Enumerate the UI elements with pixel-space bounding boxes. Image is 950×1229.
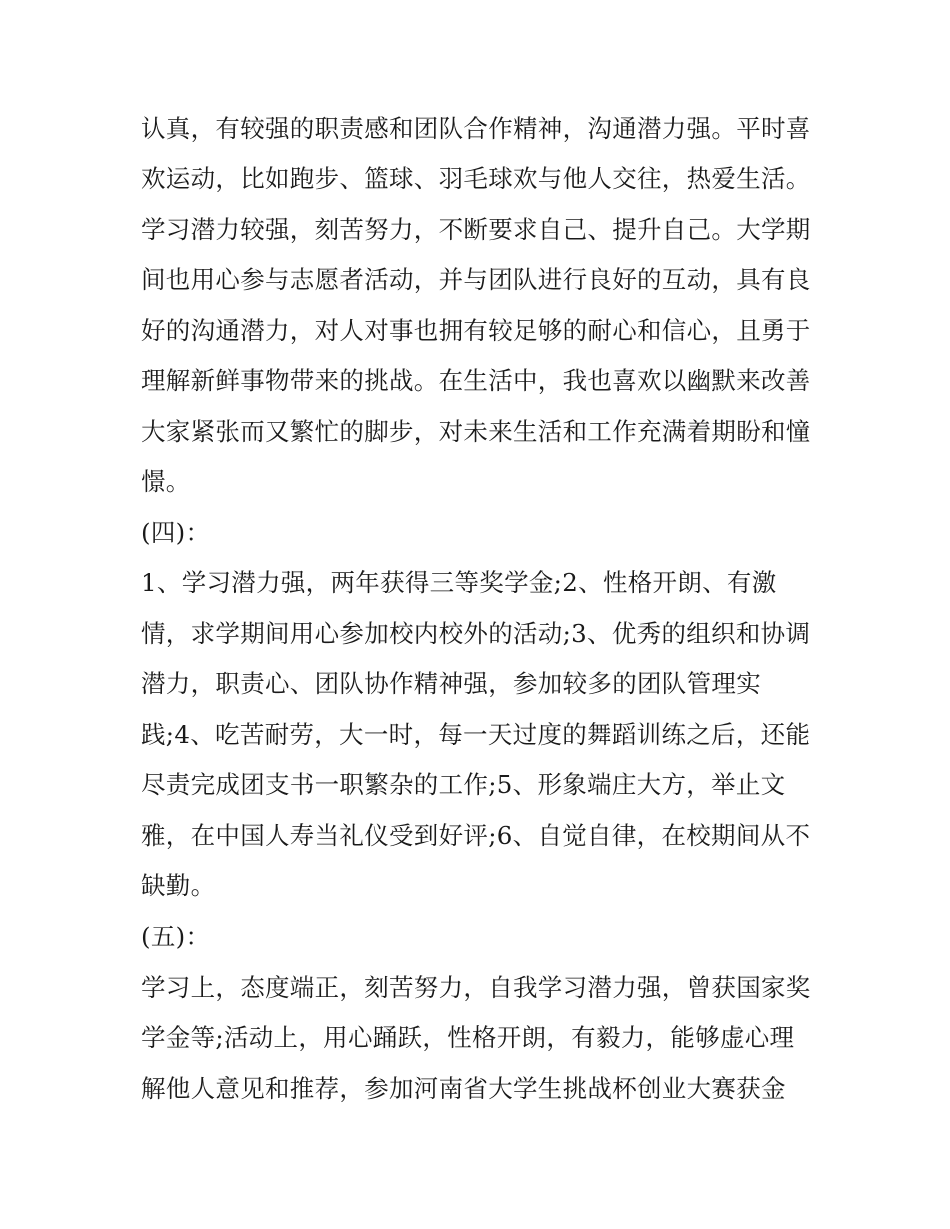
text-line: 尽责完成团支书一职繁杂的工作;5、形象端庄大方，举止文 <box>141 770 786 799</box>
text-line: 情，求学期间用心参加校内校外的活动;3、优秀的组织和协调 <box>141 619 811 648</box>
text-line: 理解新鲜事物带来的挑战。在生活中，我也喜欢以幽默来改善 <box>141 366 811 395</box>
text-line: 学金等;活动上，用心踊跃，性格开朗，有毅力，能够虚心理 <box>141 1023 795 1052</box>
text-line: 雅，在中国人寿当礼仪受到好评;6、自觉自律，在校期间从不 <box>141 821 811 850</box>
section-heading-4: (四)： <box>141 518 211 547</box>
text-line: 间也用心参与志愿者活动，并与团队进行良好的互动，具有良 <box>141 265 811 294</box>
text-line: 学习潜力较强，刻苦努力，不断要求自己、提升自己。大学期 <box>141 215 811 244</box>
text-line: 践;4、吃苦耐劳，大一时，每一天过度的舞蹈训练之后，还能 <box>141 720 811 749</box>
text-line: 解他人意见和推荐，参加河南省大学生挑战杯创业大赛获金 <box>141 1074 786 1103</box>
text-line: 潜力，职责心、团队协作精神强，参加较多的团队管理实 <box>141 669 761 698</box>
text-line: 大家紧张而又繁忙的脚步，对未来生活和工作充满着期盼和憧 <box>141 417 811 446</box>
text-line: 1、学习潜力强，两年获得三等奖学金;2、性格开朗、有激 <box>141 568 777 597</box>
text-line: 好的沟通潜力，对人对事也拥有较足够的耐心和信心，且勇于 <box>141 316 811 345</box>
text-line: 缺勤。 <box>141 871 216 900</box>
section-heading-5: (五)： <box>141 922 211 951</box>
text-line: 认真，有较强的职责感和团队合作精神，沟通潜力强。平时喜 <box>141 114 811 143</box>
text-line: 欢运动，比如跑步、篮球、羽毛球欢与他人交往，热爱生活。 <box>141 164 811 193</box>
text-line: 学习上，态度端正，刻苦努力，自我学习潜力强，曾获国家奖 <box>141 973 811 1002</box>
text-line: 憬。 <box>141 467 191 496</box>
